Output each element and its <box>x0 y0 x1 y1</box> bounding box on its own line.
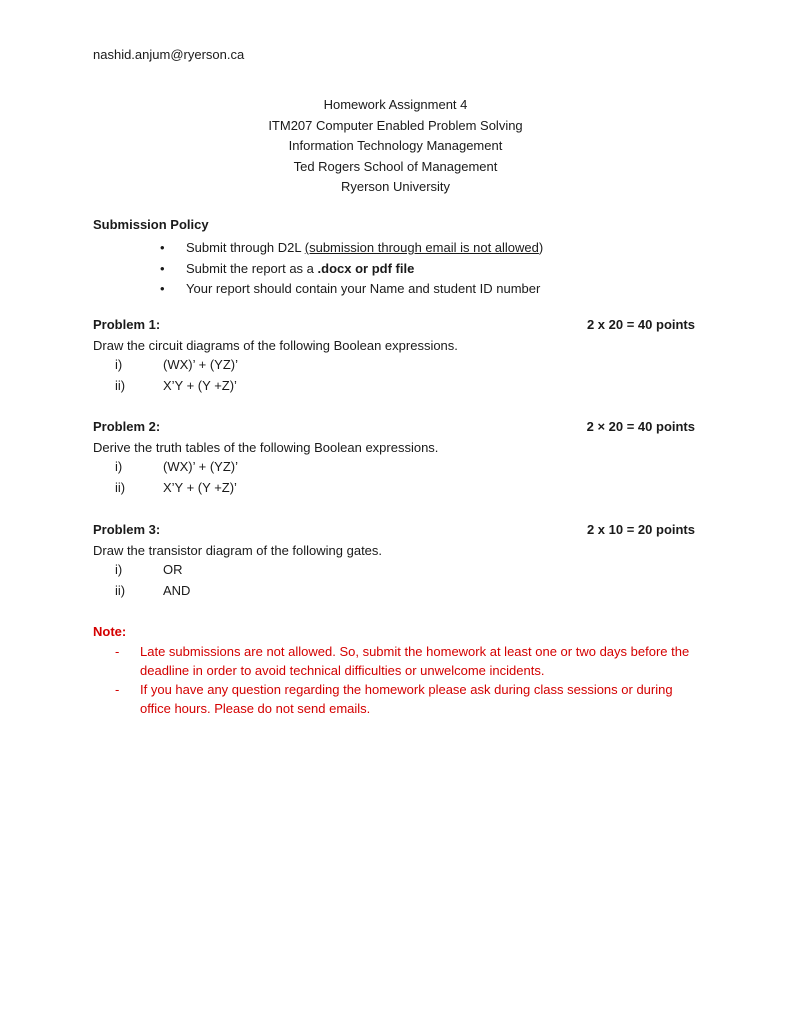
problem-1-heading: Problem 1: 2 x 20 = 40 points <box>93 317 695 332</box>
dash-icon: - <box>115 682 120 697</box>
policy-bullet: • Submit through D2L (submission through email is not allowed) <box>160 238 543 259</box>
problem-3-points: 2 x 10 = 20 points <box>586 522 695 537</box>
course-title: ITM207 Computer Enabled Problem Solving <box>268 117 523 133</box>
assignment-title: Homework Assignment 4 <box>323 97 468 112</box>
note-item: - If you have any question regarding the homework please ask during class sessions or during office hours. Please do not send emails. <box>115 682 673 716</box>
note-heading: Note: <box>93 624 127 639</box>
bullet-icon: • <box>160 260 165 276</box>
policy-bullet: • Your report should contain your Name and student ID number <box>160 279 543 300</box>
problem-3-description: Draw the transistor diagram of the following gates. <box>93 543 383 558</box>
submission-policy-heading: Submission Policy <box>93 217 209 232</box>
problem-1-points: 2 x 20 = 40 points <box>586 317 695 332</box>
title-block <box>0 95 791 198</box>
school-name: Ted Rogers School of Management <box>293 158 498 174</box>
problem-2-heading: Problem 2: 2 × 20 = 40 points <box>93 419 695 434</box>
problem-3-heading: Problem 3: 2 x 10 = 20 points <box>93 522 695 537</box>
problem-1-description: Draw the circuit diagrams of the following Boolean expressions. <box>93 338 458 353</box>
submission-policy-list <box>160 238 543 300</box>
note-list <box>115 642 701 718</box>
bullet-icon: • <box>160 240 165 255</box>
note-item: - Late submissions are not allowed. So, submit the homework at least one or two days before the deadline in order to avoid technical difficulties or unwelcome incidents. <box>115 644 690 678</box>
program-name: Information Technology Management <box>288 138 503 153</box>
problem-2-points: 2 × 20 = 40 points <box>586 419 695 434</box>
author-email: nashid.anjum@ryerson.ca <box>93 47 245 62</box>
bullet-icon: • <box>160 281 165 296</box>
university-name: Ryerson University <box>340 179 451 194</box>
policy-bullet: • Submit the report as a .docx or pdf file <box>160 259 543 280</box>
dash-icon: - <box>115 644 120 659</box>
document-page: nashid.anjum@ryerson.ca Homework Assignment 4 ITM207 Computer Enabled Problem Solving Information Technology Management Ted Rogers School of Management Ryerson University Submission Policy • Submit through D2L (submission through email is not allowed) • Submit the report as a .docx or pdf file • Your report should contain your Name and student ID number Problem 1: 2 x 20 = 40 points Draw the circuit diagrams of the following Boolean expressions. i) (WX)’ + (YZ)’ ii) X’Y + (Y +Z)’ Problem 2: 2 × 20 = 40 points Derive the truth tables of the following Boolean expressions. i) (WX)’ + (YZ)’ ii) X’Y + (Y +Z)’ Problem 3: 2 x 10 = 20 points Draw the transistor diagram of the following gates. i) OR ii) AND Note: - Late submissions are not allowed. So, submit the homework at least one or two days before the deadline in order to avoid technical difficulties or unwelcome incidents. - If you have any question regarding the homework please ask during class sessions or during office hours. Please do not send emails. <box>0 0 791 1024</box>
problem-2-description: Derive the truth tables of the following Boolean expressions. <box>93 440 439 455</box>
